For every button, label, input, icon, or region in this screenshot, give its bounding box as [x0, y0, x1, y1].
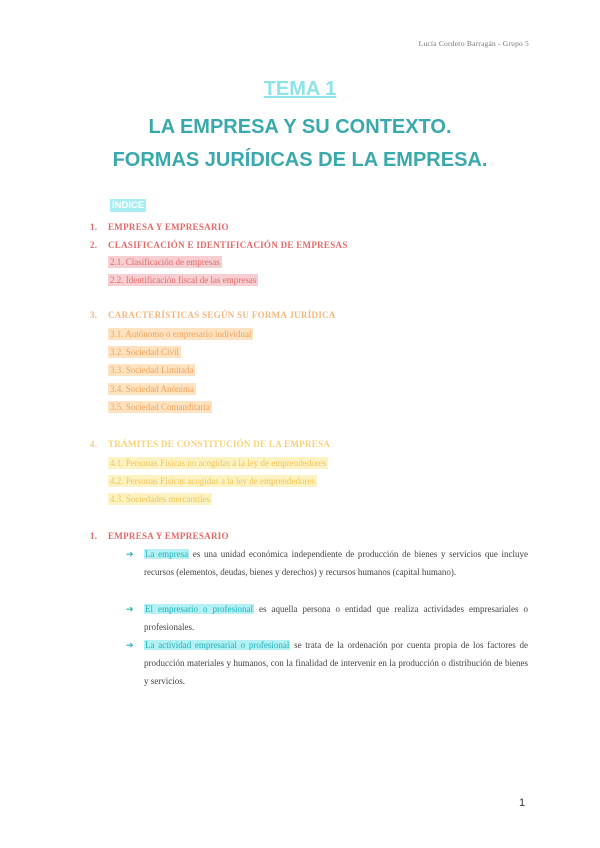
document-title-line-2: FORMAS JURÍDICAS DE LA EMPRESA.: [112, 149, 488, 171]
section-heading: [90, 531, 229, 541]
toc-number: 3.: [90, 310, 98, 320]
toc-section-2: [90, 240, 348, 250]
toc-section-1: [90, 222, 229, 232]
toc-subsection: 3.4. Sociedad Anónima: [110, 384, 194, 394]
toc-subsection: 3.3. Sociedad Limitada: [110, 365, 194, 375]
paragraph-text: es una unidad económica independiente de producción de bienes y servicios que incluye recursos (elementos, deudas, bienes y derechos) y recursos humanos (capital humano).: [144, 549, 528, 577]
highlighted-term: La actividad empresarial o profesional: [145, 640, 290, 650]
author-header: Lucía Cordero Barragán - Grupo 5: [418, 39, 529, 48]
page-number: 1: [519, 797, 526, 809]
paragraph-actividad: [144, 636, 528, 690]
highlighted-term: El empresario o profesional: [145, 604, 253, 614]
paragraph-text: se trata de la ordenación por cuenta propia de los factores de producción materiales y humanos, con la finalidad de intervenir en la producción o distribución de bienes y servicios.: [144, 640, 528, 686]
toc-subsection: 3.5. Sociedad Comanditaria: [110, 402, 210, 412]
paragraph-empresario: [144, 600, 528, 636]
arrow-right-icon: ➔: [126, 640, 134, 650]
toc-subsection: 4.1. Personas Físicas no acogidas a la ley de emprendedores: [110, 458, 327, 468]
toc-subsection: 4.2. Personas Físicas acogidas a la ley de emprendedores: [110, 476, 315, 486]
toc-number: 1.: [90, 222, 98, 232]
arrow-right-icon: ➔: [126, 549, 134, 559]
toc-section-4: [90, 439, 330, 449]
highlighted-term: La empresa: [145, 549, 189, 559]
toc-subsection: 4.3. Sociedades mercantiles: [110, 494, 210, 504]
toc-number: 4.: [90, 439, 98, 449]
arrow-right-icon: ➔: [126, 604, 134, 614]
tema-label: TEMA 1: [263, 78, 337, 100]
toc-section-3: [90, 310, 336, 320]
toc-label: CLASIFICACIÓN E IDENTIFICACIÓN DE EMPRESAS: [108, 240, 348, 250]
paragraph-text: es aquella persona o entidad que realiza actividades empresariales o profesionales.: [144, 604, 528, 632]
toc-subsection: 2.1. Clasificación de empresas: [110, 257, 220, 267]
paragraph-empresa: [144, 545, 528, 581]
toc-subsection: 3.2. Sociedad Civil: [110, 347, 179, 357]
section-heading-label: EMPRESA Y EMPRESARIO: [108, 531, 229, 541]
toc-subsection: 2.2. Identificación fiscal de las empresas: [110, 275, 257, 285]
section-number: 1.: [90, 531, 98, 541]
document-title-line-1: LA EMPRESA Y SU CONTEXTO.: [148, 116, 452, 138]
toc-label: EMPRESA Y EMPRESARIO: [108, 222, 229, 232]
toc-number: 2.: [90, 240, 98, 250]
toc-subsection: 3.1. Autónomo o empresario individual: [110, 329, 252, 339]
toc-label: TRÁMITES DE CONSTITUCIÓN DE LA EMPRESA: [108, 439, 331, 449]
toc-label: CARACTERÍSTICAS SEGÚN SU FORMA JURÍDICA: [108, 310, 336, 320]
index-label: ÍNDICE: [112, 200, 145, 211]
